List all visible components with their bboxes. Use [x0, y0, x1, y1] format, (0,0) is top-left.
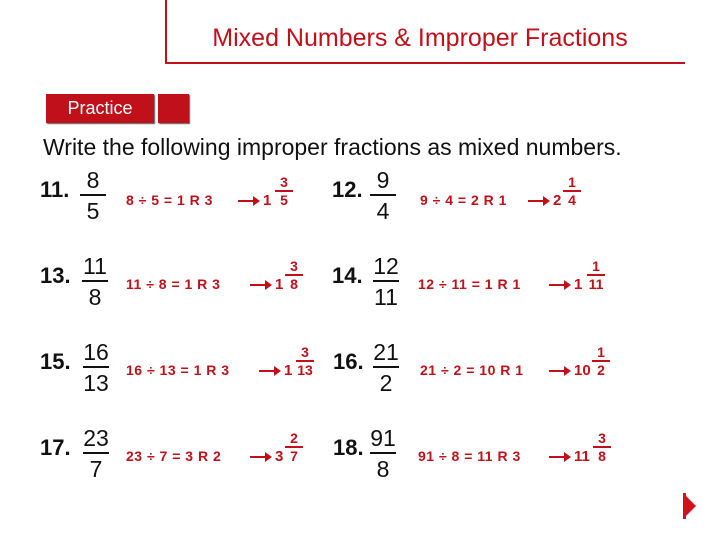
improper-fraction: [358, 168, 408, 224]
mixed-denominator: 8: [598, 448, 606, 464]
improper-fraction: [361, 340, 411, 396]
mixed-fraction: [273, 175, 295, 207]
mixed-denominator: 5: [280, 192, 288, 208]
division-work: 23 ÷ 7 = 3 R 2: [126, 448, 222, 464]
improper-fraction: [71, 426, 121, 482]
fraction-bar: [373, 280, 399, 282]
mixed-denominator: 8: [290, 276, 298, 292]
improper-fraction: [68, 168, 118, 224]
improper-fraction: [358, 426, 408, 482]
mixed-fraction: [585, 259, 607, 291]
title-underline: [165, 62, 685, 64]
fraction-numerator: 23: [83, 425, 109, 451]
mixed-denominator: 4: [568, 192, 576, 208]
mixed-numerator: 1: [592, 258, 600, 274]
mixed-denominator: 13: [297, 362, 313, 378]
mixed-fraction: [590, 345, 612, 377]
fraction-bar: [370, 194, 396, 196]
division-work: 12 ÷ 11 = 1 R 1: [418, 276, 521, 292]
mixed-denominator: 2: [597, 362, 605, 378]
fraction-numerator: 11: [83, 253, 107, 279]
problem-number: 18.: [333, 435, 364, 460]
mixed-fraction: [283, 259, 305, 291]
mixed-numerator: 1: [568, 174, 576, 190]
division-work: 21 ÷ 2 = 10 R 1: [420, 362, 524, 378]
division-work: 91 ÷ 8 = 11 R 3: [418, 448, 521, 464]
fraction-denominator: 2: [379, 370, 393, 396]
mixed-whole: 3: [275, 448, 284, 465]
fraction-denominator: 5: [86, 198, 100, 224]
mixed-whole: 2: [553, 192, 562, 209]
mixed-denominator: 11: [588, 276, 604, 292]
right-arrow-icon: [528, 200, 546, 202]
fraction-numerator: 12: [373, 253, 399, 279]
mixed-whole: 1: [275, 276, 284, 293]
problem-number: 17.: [40, 435, 71, 460]
mixed-whole: 1: [284, 362, 293, 379]
improper-fraction: [70, 254, 120, 310]
mixed-whole: 10: [574, 362, 591, 379]
mixed-whole: 1: [574, 276, 583, 293]
division-work: 8 ÷ 5 = 1 R 3: [126, 192, 213, 208]
right-arrow-icon: [250, 456, 268, 458]
division-work: 9 ÷ 4 = 2 R 1: [420, 192, 507, 208]
fraction-numerator: 16: [83, 339, 109, 365]
right-arrow-icon: [259, 370, 277, 372]
fraction-bar: [83, 366, 109, 368]
fraction-numerator: 91: [370, 425, 396, 451]
right-arrow-icon: [238, 200, 256, 202]
mixed-numerator: 3: [290, 258, 298, 274]
fraction-bar: [83, 452, 109, 454]
mixed-numerator: 1: [597, 344, 605, 360]
fraction-bar: [80, 194, 106, 196]
mixed-whole: 11: [574, 448, 590, 465]
problem-number: 12.: [332, 177, 363, 202]
fraction-bar: [82, 280, 108, 282]
fraction-numerator: 21: [373, 339, 399, 365]
fraction-denominator: 4: [376, 198, 390, 224]
right-arrow-icon: [250, 284, 268, 286]
problem-number: 13.: [40, 263, 71, 288]
fraction-denominator: 13: [83, 370, 109, 396]
mixed-fraction: [294, 345, 316, 377]
problem-number: 11.: [40, 177, 70, 202]
right-arrow-icon: [549, 456, 567, 458]
division-work: 11 ÷ 8 = 1 R 3: [126, 276, 221, 292]
fraction-bar: [370, 452, 396, 454]
problem-number: 14.: [332, 263, 363, 288]
fraction-denominator: 8: [88, 284, 102, 310]
improper-fraction: [361, 254, 411, 310]
next-slide-icon[interactable]: [683, 493, 696, 519]
mixed-fraction: [591, 431, 613, 463]
improper-fraction: [71, 340, 121, 396]
slide-title: Mixed Numbers & Improper Fractions: [212, 24, 628, 52]
right-arrow-icon: [549, 284, 567, 286]
mixed-fraction: [283, 431, 305, 463]
problem-number: 16.: [333, 349, 364, 374]
problem-number: 15.: [40, 349, 71, 374]
fraction-bar: [373, 366, 399, 368]
fraction-denominator: 7: [89, 456, 103, 482]
badge-square-decoration: [158, 94, 189, 123]
fraction-denominator: 8: [376, 456, 390, 482]
mixed-fraction: [561, 175, 583, 207]
practice-badge: Practice: [46, 94, 154, 123]
mixed-numerator: 3: [301, 344, 309, 360]
mixed-numerator: 3: [280, 174, 288, 190]
mixed-numerator: 3: [598, 430, 606, 446]
instructions: Write the following improper fractions as mixed numbers.: [43, 134, 622, 160]
fraction-denominator: 11: [374, 284, 398, 310]
mixed-denominator: 7: [290, 448, 298, 464]
mixed-numerator: 2: [290, 430, 298, 446]
mixed-whole: 1: [263, 192, 272, 209]
division-work: 16 ÷ 13 = 1 R 3: [126, 362, 230, 378]
right-arrow-icon: [549, 370, 567, 372]
fraction-numerator: 8: [86, 167, 100, 193]
fraction-numerator: 9: [376, 167, 390, 193]
